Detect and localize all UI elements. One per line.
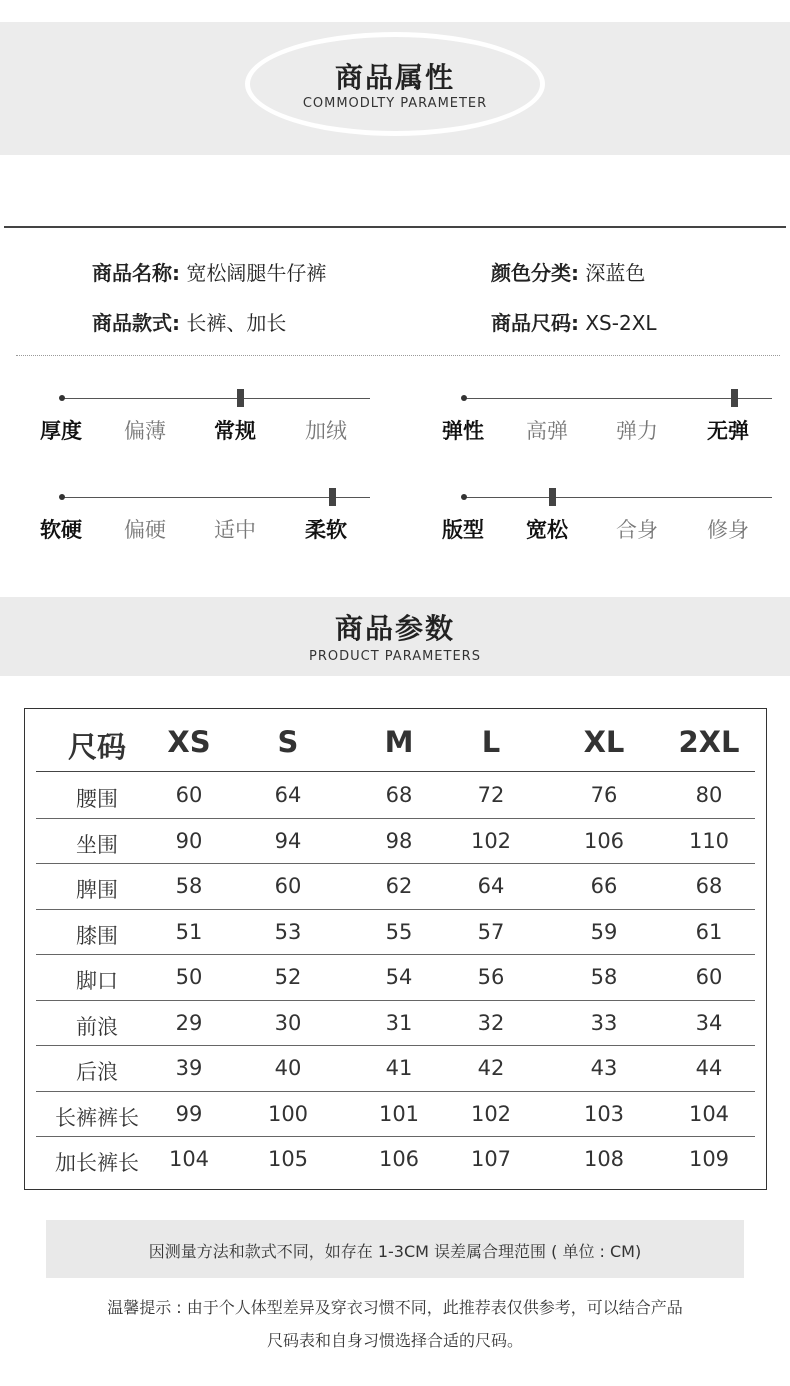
- scale-option: 宽松: [526, 518, 568, 542]
- table-cell: 105: [267, 1147, 309, 1171]
- table-cell: 33: [590, 1010, 618, 1035]
- scale-option: 常规: [214, 419, 256, 443]
- attr-value: 长裤、加长: [180, 311, 287, 335]
- scale-option: 偏硬: [124, 518, 166, 542]
- table-cell: 40: [274, 1056, 302, 1080]
- table-cell: 60: [695, 965, 723, 989]
- section-subtitle: COMMODLTY PARAMETER: [302, 96, 488, 111]
- table-cell: 109: [688, 1147, 730, 1171]
- table-cell: 62: [385, 874, 413, 898]
- attr-value: 宽松阔腿牛仔裤: [180, 261, 327, 285]
- table-cell: 90: [175, 828, 203, 853]
- table-cell: 58: [590, 965, 618, 989]
- measurement-label: 腰围: [76, 787, 118, 811]
- size-header: M: [384, 725, 414, 759]
- divider: [4, 226, 786, 228]
- tip-text: 温馨提示 : 由于个人体型差异及穿衣习惯不同，此推荐表仅供参考，可以结合产品: [107, 1298, 683, 1317]
- section-title: 商品属性: [334, 61, 455, 94]
- measurement-label: 后浪: [76, 1060, 118, 1084]
- table-row-line: [36, 1136, 755, 1137]
- attr-key: 商品款式:: [92, 311, 180, 335]
- scale-start-dot: [59, 395, 65, 401]
- scale-track: [62, 398, 370, 399]
- table-cell: 104: [688, 1101, 730, 1126]
- attr-key: 颜色分类:: [491, 261, 579, 285]
- scale-option: 合身: [616, 518, 658, 542]
- table-row-line: [36, 909, 755, 910]
- scale-option: 适中: [214, 518, 256, 542]
- measurement-label: 加长裤长: [55, 1151, 139, 1175]
- table-cell: 107: [470, 1147, 512, 1171]
- table-cell: 94: [274, 828, 302, 853]
- scale-label: 弹性: [442, 419, 484, 443]
- measurement-label: 膝围: [76, 923, 118, 948]
- table-cell: 72: [477, 783, 505, 807]
- scale-option: 修身: [707, 518, 749, 542]
- section-title: 商品参数: [334, 612, 455, 645]
- measurement-label: 前浪: [76, 1014, 118, 1039]
- table-row-line: [36, 863, 755, 864]
- size-header: S: [277, 725, 299, 759]
- table-cell: 98: [385, 828, 413, 853]
- attr-key: 商品尺码:: [491, 311, 579, 335]
- table-cell: 102: [470, 1101, 512, 1126]
- table-cell: 31: [385, 1010, 413, 1035]
- measurement-label: 长裤裤长: [55, 1105, 139, 1130]
- scale-track: [464, 398, 772, 399]
- scale-track: [62, 497, 370, 498]
- measurement-label: 坐围: [76, 832, 118, 857]
- table-cell: 55: [385, 919, 413, 944]
- table-cell: 60: [175, 783, 203, 807]
- table-cell: 104: [168, 1147, 210, 1171]
- table-cell: 59: [590, 919, 618, 944]
- table-row-line: [36, 954, 755, 955]
- table-cell: 101: [378, 1101, 420, 1126]
- scale-label: 版型: [442, 518, 484, 542]
- size-header: L: [481, 725, 501, 759]
- table-cell: 108: [583, 1147, 625, 1171]
- table-cell: 68: [695, 874, 723, 898]
- attr-key: 商品名称:: [92, 261, 180, 285]
- dotted-divider: [16, 355, 780, 356]
- scale-marker: [549, 488, 556, 506]
- table-cell: 30: [274, 1010, 302, 1035]
- table-cell: 106: [583, 828, 625, 853]
- scale-marker: [731, 389, 738, 407]
- table-cell: 80: [695, 783, 723, 807]
- attr-color: [491, 257, 645, 286]
- table-cell: 110: [688, 828, 730, 853]
- table-cell: 51: [175, 919, 203, 944]
- table-row-line: [36, 818, 755, 819]
- table-row-line: [36, 1000, 755, 1001]
- table-cell: 99: [175, 1101, 203, 1126]
- measurement-label: 脚口: [76, 969, 118, 993]
- attr-style: [92, 307, 286, 336]
- table-cell: 56: [477, 965, 505, 989]
- table-cell: 41: [385, 1056, 413, 1080]
- scale-marker: [329, 488, 336, 506]
- scale-start-dot: [461, 395, 467, 401]
- table-cell: 64: [274, 783, 302, 807]
- attr-value: 深蓝色: [579, 261, 646, 285]
- table-cell: 100: [267, 1101, 309, 1126]
- scale-start-dot: [59, 494, 65, 500]
- table-cell: 60: [274, 874, 302, 898]
- table-cell: 44: [695, 1056, 723, 1080]
- table-cell: 66: [590, 874, 618, 898]
- measurement-label: 脾围: [76, 878, 118, 902]
- section-subtitle: PRODUCT PARAMETERS: [309, 649, 481, 664]
- table-cell: 29: [175, 1010, 203, 1035]
- table-cell: 64: [477, 874, 505, 898]
- table-cell: 34: [695, 1010, 723, 1035]
- table-cell: 53: [274, 919, 302, 944]
- attr-size: [491, 307, 657, 336]
- size-column-header: 尺码: [67, 730, 126, 764]
- measurement-note: 因测量方法和款式不同，如存在 1-3CM 误差属合理范围 ( 单位 : CM): [148, 1242, 642, 1261]
- table-cell: 52: [274, 965, 302, 989]
- scale-option: 高弹: [526, 419, 568, 443]
- size-header: XS: [167, 725, 211, 759]
- size-header: XL: [583, 725, 625, 759]
- scale-option: 加绒: [305, 419, 347, 443]
- attr-value: XS-2XL: [579, 311, 657, 335]
- scale-label: 厚度: [40, 419, 82, 443]
- table-cell: 32: [477, 1010, 505, 1035]
- table-cell: 102: [470, 828, 512, 853]
- table-cell: 68: [385, 783, 413, 807]
- scale-track: [464, 497, 772, 498]
- table-cell: 61: [695, 919, 723, 944]
- scale-marker: [237, 389, 244, 407]
- attr-product-name: [92, 257, 326, 286]
- table-cell: 39: [175, 1056, 203, 1080]
- table-row-line: [36, 1045, 755, 1046]
- table-cell: 76: [590, 783, 618, 807]
- table-cell: 42: [477, 1056, 505, 1080]
- size-header: 2XL: [678, 725, 740, 759]
- table-cell: 50: [175, 965, 203, 989]
- table-header-line: [36, 771, 755, 772]
- table-cell: 103: [583, 1101, 625, 1126]
- scale-option: 柔软: [305, 518, 347, 542]
- table-row-line: [36, 1091, 755, 1092]
- scale-option: 弹力: [616, 419, 658, 443]
- table-cell: 54: [385, 965, 413, 989]
- table-cell: 57: [477, 919, 505, 944]
- table-cell: 43: [590, 1056, 618, 1080]
- scale-option: 无弹: [707, 419, 749, 443]
- scale-option: 偏薄: [124, 419, 166, 443]
- tip-text: 尺码表和自身习惯选择合适的尺码。: [266, 1331, 523, 1350]
- scale-start-dot: [461, 494, 467, 500]
- scale-label: 软硬: [40, 518, 82, 542]
- table-cell: 106: [378, 1147, 420, 1171]
- table-cell: 58: [175, 874, 203, 898]
